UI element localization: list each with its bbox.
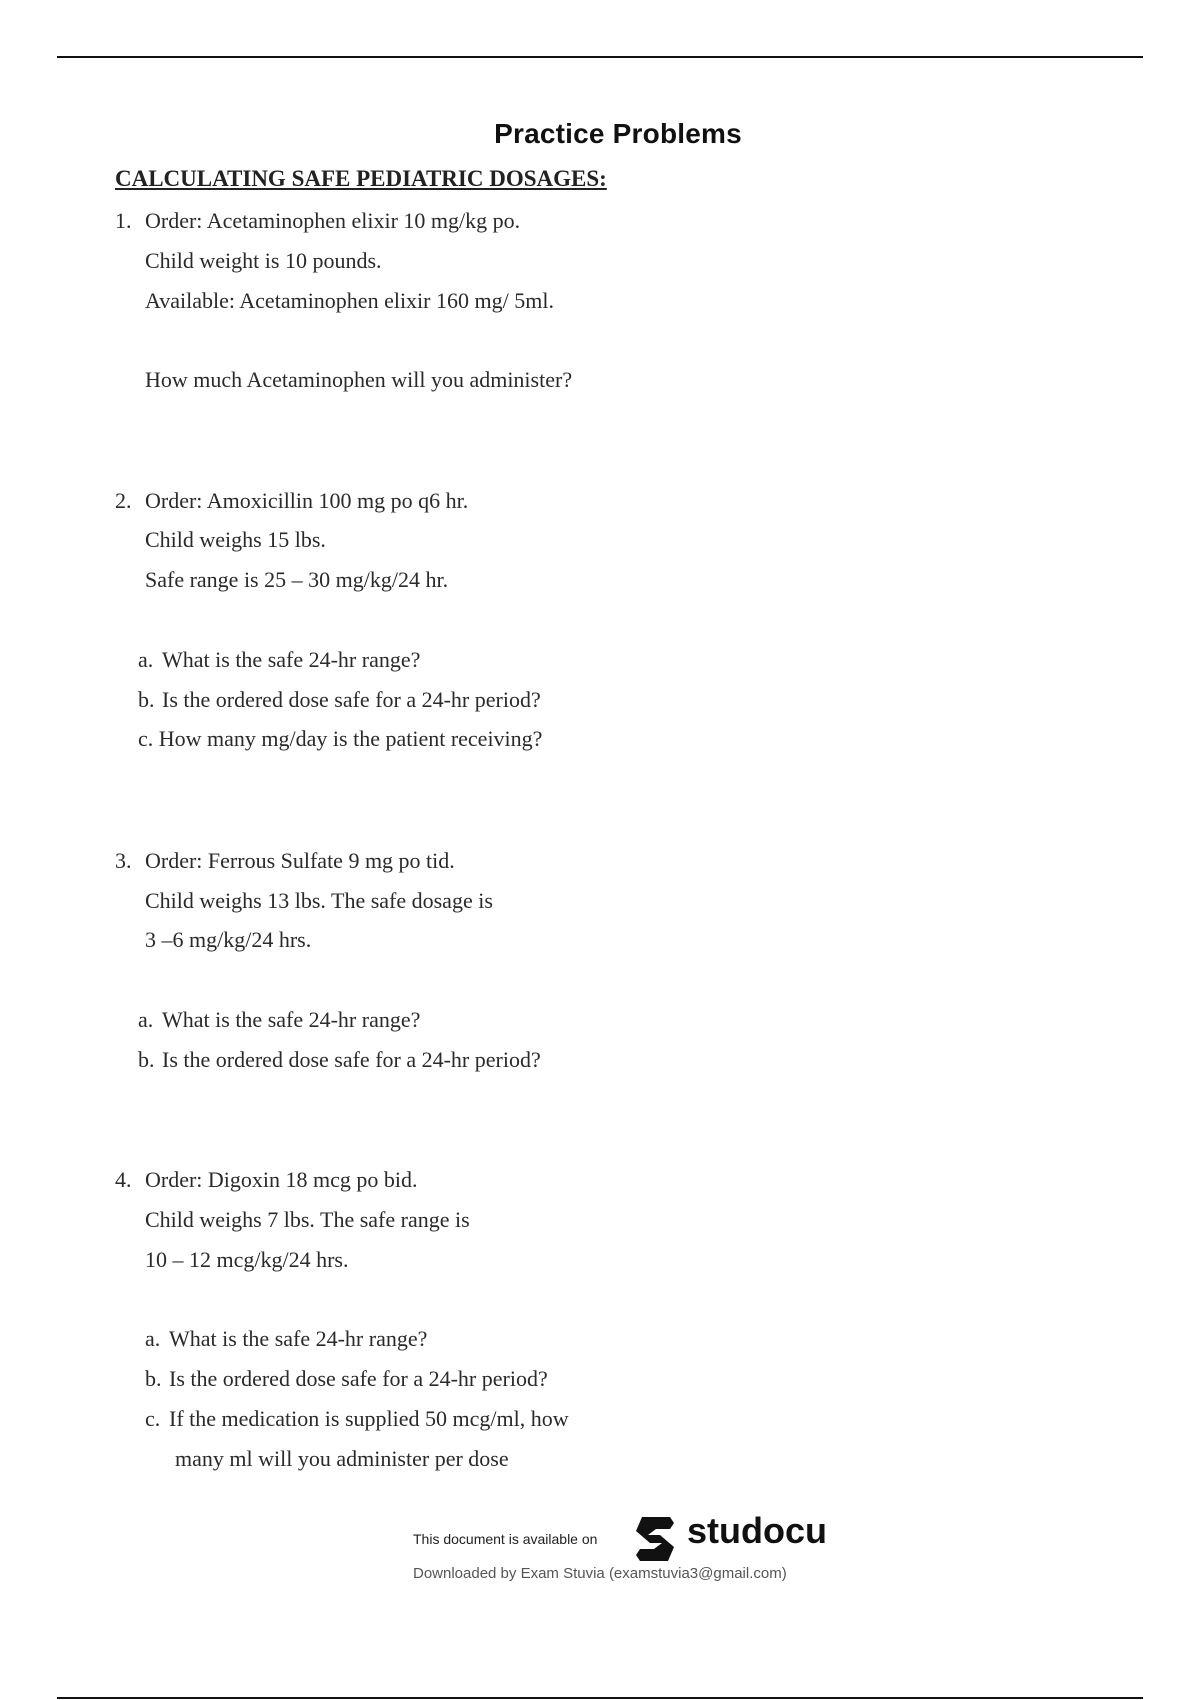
footer-downloaded-text: Downloaded by Exam Stuvia (examstuvia3@gmail.com) [413, 1565, 787, 1582]
problem-3-line-2: Child weighs 13 lbs. The safe dosage is [145, 888, 493, 913]
section-heading: CALCULATING SAFE PEDIATRIC DOSAGES: [115, 166, 607, 191]
problem-4-line-1: 4. Order: Digoxin 18 mcg po bid. [115, 1167, 418, 1192]
problem-1-line-3: Available: Acetaminophen elixir 160 mg/ 5ml. [145, 288, 554, 313]
problem-4-sub-c-cont: many ml will you administer per dose [175, 1446, 509, 1471]
problem-4-sub-c: c. If the medication is supplied 50 mcg/ml, how [145, 1406, 569, 1431]
problem-number: 1. [115, 208, 132, 233]
page-title: Practice Problems [494, 118, 742, 149]
top-rule [57, 56, 1143, 58]
problem-2-sub-c: c. How many mg/day is the patient receiving? [138, 726, 543, 751]
problem-4-line-2: Child weighs 7 lbs. The safe range is [145, 1207, 470, 1232]
problem-2-line-3: Safe range is 25 – 30 mg/kg/24 hr. [145, 567, 449, 592]
problem-2-sub-b: b. Is the ordered dose safe for a 24-hr period? [138, 687, 541, 712]
problem-2-sub-a: a. What is the safe 24-hr range? [138, 647, 421, 672]
problem-3-sub-b: b. Is the ordered dose safe for a 24-hr period? [138, 1047, 541, 1072]
problem-number: 4. [115, 1167, 132, 1192]
problem-4-line-3: 10 – 12 mcg/kg/24 hrs. [145, 1247, 349, 1272]
problem-2-line-2: Child weighs 15 lbs. [145, 527, 326, 552]
studocu-brand-link[interactable]: studocu [687, 1510, 827, 1551]
problem-1-line-1: 1. Order: Acetaminophen elixir 10 mg/kg po. [115, 208, 521, 233]
problem-number: 3. [115, 848, 132, 873]
problem-3-sub-a: a. What is the safe 24-hr range? [138, 1007, 421, 1032]
footer-available-text: This document is available on [413, 1531, 598, 1547]
studocu-logo-icon[interactable] [630, 1513, 680, 1565]
problem-1-question: How much Acetaminophen will you administer? [145, 367, 573, 392]
problem-1-line-2: Child weight is 10 pounds. [145, 248, 382, 273]
problem-3-line-1: 3. Order: Ferrous Sulfate 9 mg po tid. [115, 848, 455, 873]
problem-4-sub-a: a. What is the safe 24-hr range? [145, 1326, 428, 1351]
problem-4-sub-b: b. Is the ordered dose safe for a 24-hr period? [145, 1366, 548, 1391]
problem-2-line-1: 2. Order: Amoxicillin 100 mg po q6 hr. [115, 488, 469, 513]
bottom-rule [57, 1697, 1143, 1699]
problem-3-line-3: 3 –6 mg/kg/24 hrs. [145, 927, 312, 952]
problem-number: 2. [115, 488, 132, 513]
